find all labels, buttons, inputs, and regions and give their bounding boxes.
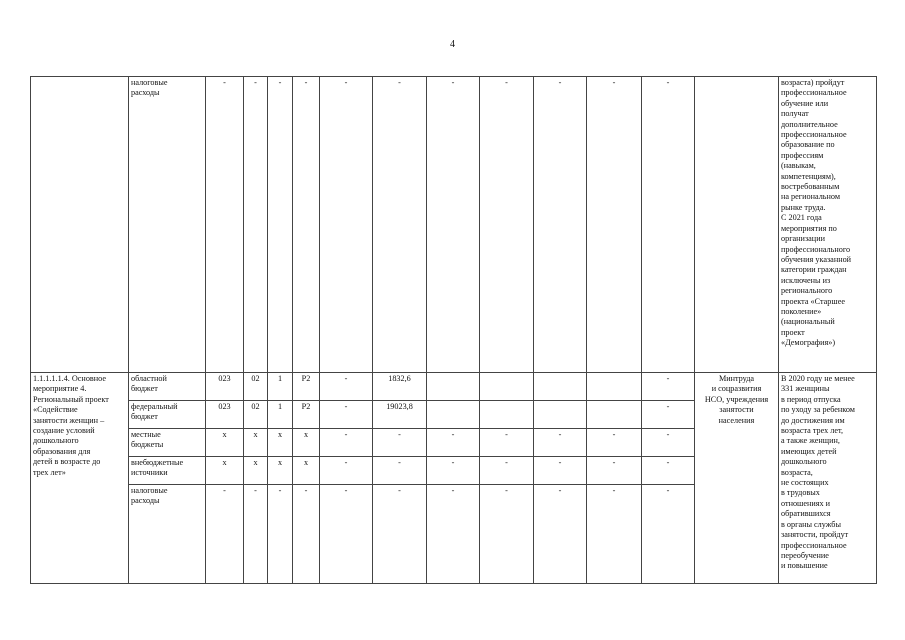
value-cell (587, 373, 642, 401)
funding-source-cell: местные бюджеты (129, 429, 206, 457)
value-cell: - (534, 77, 587, 373)
value-cell: - (320, 401, 373, 429)
value-cell: - (427, 77, 480, 373)
value-cell: - (587, 77, 642, 373)
table-row-continuation (31, 77, 877, 373)
value-cell: - (320, 77, 373, 373)
value-cell (534, 401, 587, 429)
value-cell (534, 373, 587, 401)
value-cell: - (642, 77, 695, 373)
target-article-cell: 1 (268, 401, 293, 429)
value-cell: - (480, 485, 534, 584)
rzpr-cell: х (244, 457, 268, 485)
funding-source-cell: налоговые расходы (129, 485, 206, 584)
value-cell (480, 373, 534, 401)
value-cell: - (320, 485, 373, 584)
value-cell: - (268, 485, 293, 584)
funding-source-cell: федеральный бюджет (129, 401, 206, 429)
funding-source-cell: внебюджетные источники (129, 457, 206, 485)
grbs-cell: 023 (206, 401, 244, 429)
value-cell: - (587, 485, 642, 584)
value-cell: - (534, 457, 587, 485)
activity-cell-empty (31, 77, 129, 373)
value-cell: - (427, 457, 480, 485)
value-cell: - (587, 457, 642, 485)
value-cell: - (373, 77, 427, 373)
value-cell: - (373, 429, 427, 457)
program-activities-table (30, 76, 877, 584)
value-cell: - (480, 457, 534, 485)
value-cell: - (293, 77, 320, 373)
sum-cell: 19023,8 (373, 401, 427, 429)
target-article-cell: 1 (268, 373, 293, 401)
value-cell: - (642, 485, 695, 584)
value-cell: - (642, 401, 695, 429)
value-cell: - (642, 373, 695, 401)
funding-source-cell: налоговые расходы (129, 77, 206, 373)
code-cell: Р2 (293, 373, 320, 401)
page-number: 4 (450, 39, 455, 50)
target-article-cell: х (268, 429, 293, 457)
value-cell (427, 401, 480, 429)
table-row-regional-budget (31, 373, 877, 401)
expected-result-cell: В 2020 году не менее 331 женщины в период отпуска по уходу за ребенком до достижения им возраста трех лет, а также женщин, имеющих детей дошкольного возраста, не состоящих в трудовых отношениях и обратившихся в органы службы занятости, пройдут профессиональное переобучение и повышение (779, 373, 877, 584)
rzpr-cell: 02 (244, 401, 268, 429)
activity-name-cell: 1.1.1.1.1.4. Основное мероприятие 4. Региональный проект «Содействие занятости женщин – создание условий дошкольного образования для детей в возрасте до трех лет» (31, 373, 129, 584)
value-cell (587, 401, 642, 429)
value-cell: - (480, 429, 534, 457)
value-cell: - (534, 485, 587, 584)
grbs-cell: х (206, 457, 244, 485)
value-cell: - (587, 429, 642, 457)
rzpr-cell: 02 (244, 373, 268, 401)
sum-cell: 1832,6 (373, 373, 427, 401)
value-cell: - (480, 77, 534, 373)
value-cell: - (206, 77, 244, 373)
value-cell: - (373, 485, 427, 584)
responsible-executor-cell: Минтруда и соцразвития НСО, учреждения занятости населения (695, 373, 779, 584)
value-cell: - (373, 457, 427, 485)
code-cell: х (293, 457, 320, 485)
value-cell: - (320, 429, 373, 457)
funding-source-cell: областной бюджет (129, 373, 206, 401)
grbs-cell: х (206, 429, 244, 457)
value-cell: - (320, 373, 373, 401)
value-cell (480, 401, 534, 429)
value-cell: - (244, 77, 268, 373)
value-cell: - (427, 485, 480, 584)
value-cell: - (206, 485, 244, 584)
expected-result-cell: возраста) пройдут профессиональное обучение или получат дополнительное профессиональное образование по профессиям (навыкам, компетенциям), востребованным на региональном рынке труда. С 2021 года мероприятия по организации профессионального обучения указанной категории граждан исключены из регионального проекта «Старшее поколение» (национальный проект «Демография») (779, 77, 877, 373)
target-article-cell: х (268, 457, 293, 485)
rzpr-cell: х (244, 429, 268, 457)
value-cell: - (642, 429, 695, 457)
value-cell: - (268, 77, 293, 373)
value-cell: - (320, 457, 373, 485)
code-cell: х (293, 429, 320, 457)
value-cell: - (427, 429, 480, 457)
value-cell: - (534, 429, 587, 457)
grbs-cell: 023 (206, 373, 244, 401)
value-cell: - (293, 485, 320, 584)
value-cell (427, 373, 480, 401)
value-cell: - (642, 457, 695, 485)
code-cell: Р2 (293, 401, 320, 429)
responsible-cell-empty (695, 77, 779, 373)
value-cell: - (244, 485, 268, 584)
